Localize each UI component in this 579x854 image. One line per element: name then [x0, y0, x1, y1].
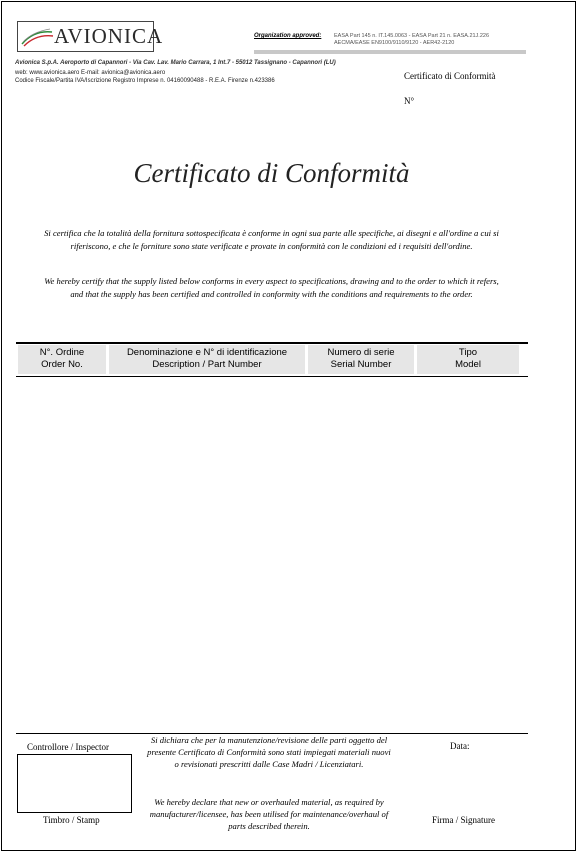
column-header-order-en: Order No. [41, 359, 83, 370]
column-header-model-it: Tipo [458, 347, 478, 358]
column-header-serial [308, 345, 414, 374]
page-frame [1, 1, 576, 851]
org-approved-label: Organization approved: [254, 33, 322, 39]
certificate-number-label: N° [404, 96, 415, 106]
statement-italian: Si certifica che la totalità della fornitura sottospecificata è conforme in ogni sua parte alle specifiche, ai disegni e all'ordine a cui si riferiscono, e che le forniture sono state verificate e provate in conformità con le condizioni ed i requisiti dell'ordine. [44, 228, 499, 251]
column-header-serial-it: Numero di serie [327, 347, 395, 358]
stamp-label: Timbro / Stamp [43, 815, 100, 825]
column-header-description-en: Description / Part Number [152, 359, 262, 370]
org-certifications: EASA Part 145 n. IT.145.0063 - EASA Part 21 n. EASA.21J.226 AECMA/EASE EN9100/9110/9120 - AER42-2120 [334, 33, 490, 46]
date-label: Data: [450, 741, 470, 751]
table-top-rule [16, 342, 528, 344]
inspector-label: Controllore / Inspector [27, 742, 109, 752]
column-header-model-en: Model [455, 359, 481, 370]
side-title: Certificato di Conformità [404, 71, 496, 81]
table-header-bottom-rule [16, 376, 528, 377]
column-header-serial-en: Serial Number [330, 359, 392, 370]
company-logo [17, 21, 164, 52]
header-rule [254, 50, 526, 54]
company-address: Avionica S.p.A. Aeroporto di Capannori - Via Cav. Lav. Mario Carrara, 1 Int.7 - 55012 Tassignano - Capannori (LU) [15, 60, 336, 66]
statement-english: We hereby certify that the supply listed below conforms in every aspect to specifications, drawing and to the order to which it refers, and that the supply has been certified and controlled in conformity with the conditions and requirements to the order. [44, 276, 499, 299]
logo-swoosh-icon [20, 26, 54, 48]
column-header-description [109, 345, 305, 374]
column-header-model [417, 345, 519, 374]
page-title: Certificato di Conformità [133, 158, 410, 188]
declaration-italian: Si dichiara che per la manutenzione/revisione delle parti oggetto del presente Certificato di Conformità sono stati impiegati materiali nuovi o revisionati prescritti dalle Case Madri / Licenziatari. [147, 735, 391, 769]
column-header-order-it: N°. Ordine [39, 347, 85, 358]
declaration-english: We hereby declare that new or overhauled material, as required by manufacturer/licensee, has been utilised for maintenance/overhaul of parts described therein. [149, 797, 389, 831]
stamp-box [17, 754, 132, 813]
column-header-order [18, 345, 106, 374]
column-header-description-it: Denominazione e N° di identificazione [126, 347, 288, 358]
signature-label: Firma / Signature [432, 815, 495, 825]
table-header [16, 345, 528, 374]
company-registry: Codice Fiscale/Partita IVA/Iscrizione Registro Imprese n. 04160090488 - R.E.A. Firenze n.423386 [15, 78, 275, 84]
logo-text: AVIONICA [54, 24, 164, 48]
company-web-email: web: www.avionica.aero E-mail: avionica@avionica.aero [15, 70, 166, 76]
